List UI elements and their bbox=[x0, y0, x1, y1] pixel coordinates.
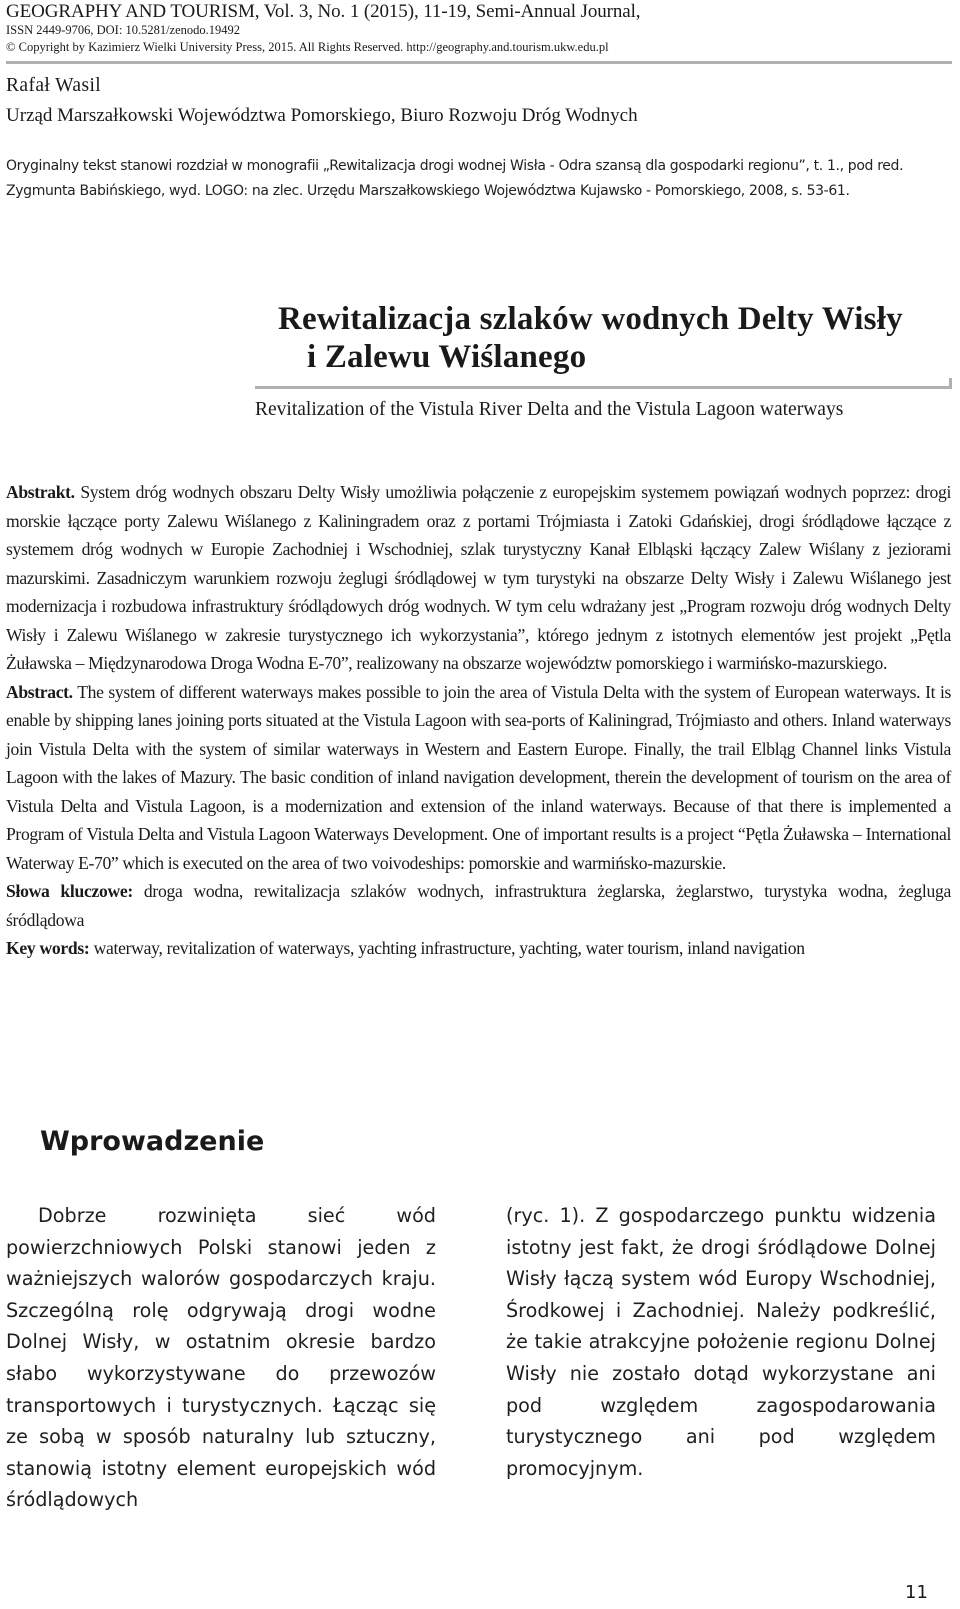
abstract-en bbox=[6, 678, 951, 878]
keywords-en bbox=[6, 934, 951, 963]
header-divider bbox=[6, 61, 952, 64]
journal-title: GEOGRAPHY AND TOURISM, Vol. 3, No. 1 (2015), 11-19, Semi-Annual Journal, bbox=[6, 1, 641, 22]
body-column-left bbox=[6, 1200, 436, 1516]
title-divider-tick bbox=[949, 378, 952, 389]
section-heading: Wprowadzenie bbox=[40, 1126, 265, 1157]
article-title-block bbox=[255, 300, 955, 420]
original-text-note: Oryginalny tekst stanowi rozdział w monografii „Rewitalizacja drogi wodnej Wisła - Odra szansą dla gospodarki regionu”, t. 1., pod red. Zygmunta Babińskiego, wyd. LOGO: na zlec. Urzędu Marszałkowskiego Województwa Kujawsko - Pomorskiego, 2008, s. 53-61. bbox=[6, 158, 904, 199]
abstracts-block bbox=[6, 478, 951, 963]
keywords-pl-text: droga wodna, rewitalizacja szlaków wodnych, infrastruktura żeglarska, żeglarstwo, turystyka wodna, żegluga śródlądowa bbox=[6, 881, 951, 930]
body-column-right bbox=[506, 1200, 936, 1484]
body-text-left: Dobrze rozwinięta sieć wód powierzchniowych Polski stanowi jeden z ważniejszych walorów gospodarczych kraju. Szczególną rolę odgrywają drogi wodne Dolnej Wisły, w ostatnim okresie bardzo słabo wykorzystywane do przewozów transportowych i turystycznych. Łącząc się ze sobą w sposób naturalny lub sztuczny, stanowią istotny element europejskich wód śródlądowych bbox=[6, 1204, 436, 1512]
copyright-line: © Copyright by Kazimierz Wielki University Press, 2015. All Rights Reserved. http://geography.and.tourism.ukw.edu.pl bbox=[6, 40, 609, 54]
abstract-en-text: The system of different waterways makes possible to join the area of Vistula Delta with the system of European waterways. It is enable by shipping lanes joining ports situated at the Vistula Lagoon with sea-ports of Kaliningrad, Trójmiasto and others. Inland waterways join Vistula Delta with the system of similar waterways in Western and Eastern Europe. Finally, the trail Elbląg Channel links Vistula Lagoon with the lakes of Mazury. The basic condition of inland navigation development, therein the development of tourism on the area of Vistula Delta and Vistula Lagoon, is a modernization and extension of the inland waterways. Because of that there is implemented a Program of Vistula Delta and Vistula Lagoon Waterways Development. One of important results is a project “Pętla Żuławska – International Waterway E-70” which is executed on the area of two voivodeships: pomorskie and warmińsko-mazurskie. bbox=[6, 681, 952, 873]
title-divider bbox=[255, 386, 952, 389]
author-block bbox=[6, 73, 951, 129]
author-name: Rafał Wasil bbox=[6, 75, 102, 96]
author-affiliation: Urząd Marszałkowski Województwa Pomorskiego, Biuro Rozwoju Dróg Wodnych bbox=[6, 105, 638, 126]
body-paragraph-left bbox=[6, 1200, 436, 1516]
body-paragraph-right bbox=[506, 1200, 936, 1484]
page-number: 11 bbox=[905, 1582, 928, 1603]
abstract-pl bbox=[6, 478, 951, 678]
article-title-line-1: Rewitalizacja szlaków wodnych Delty Wisły bbox=[278, 301, 903, 337]
article-subtitle: Revitalization of the Vistula River Delta and the Vistula Lagoon waterways bbox=[255, 399, 844, 420]
body-text-right: (ryc. 1). Z gospodarczego punktu widzenia istotny jest fakt, że drogi śródlądowe Dolnej Wisły łączą system wód Europy Wschodniej, Środkowej i Zachodniej. Należy podkreślić, że takie atrakcyjne położenie regionu Dolnej Wisły nie zostało dotąd wykorzystane ani pod względem zagospodarowania turystycznego ani pod względem promocyjnym. bbox=[506, 1204, 936, 1480]
keywords-pl-label: Słowa kluczowe: bbox=[6, 881, 133, 901]
keywords-en-text: waterway, revitalization of waterways, yachting infrastructure, yachting, water tourism, inland navigation bbox=[93, 938, 805, 958]
article-title-line-2: i Zalewu Wiślanego bbox=[307, 339, 587, 375]
abstract-en-label: Abstract. bbox=[6, 681, 73, 702]
abstract-pl-label: Abstrakt. bbox=[6, 482, 75, 502]
abstract-pl-text: System dróg wodnych obszaru Delty Wisły umożliwia połączenie z europejskim systemem powiązań wodnych poprzez: drogi morskie łączące porty Zalewu Wiślanego z Kaliningradem oraz z portami Trójmiasta i Zatoki Gdańskiej, drogi śródlądowe łączące z systemem dróg wodnych w Europie Zachodniej i Wschodniej, szlak turystyczny Kanał Elbląski łączący Zalew Wiślany z jeziorami mazurskimi. Zasadniczym warunkiem rozwoju żeglugi śródlądowej w tym turystyki na obszarze Delty Wisły i Zalewu Wiślanego jest modernizacja i rozbudowa infrastruktury śródlądowych dróg wodnych. W tym celu wdrażany jest „Program rozwoju dróg wodnych Delty Wisły i Zalewu Wiślanego w zakresie turystycznego ich wykorzystania”, którego jednym z istotnych elementów jest projekt „Pętla Żuławska – Międzynarodowa Droga Wodna E-70”, realizowany na obszarze województw pomorskiego i warmińsko-mazurskiego. bbox=[6, 482, 951, 673]
journal-header bbox=[6, 0, 951, 56]
keywords-pl bbox=[6, 877, 951, 934]
issn-doi: ISSN 2449-9706, DOI: 10.5281/zenodo.19492 bbox=[6, 23, 241, 37]
keywords-en-label: Key words: bbox=[6, 938, 90, 958]
